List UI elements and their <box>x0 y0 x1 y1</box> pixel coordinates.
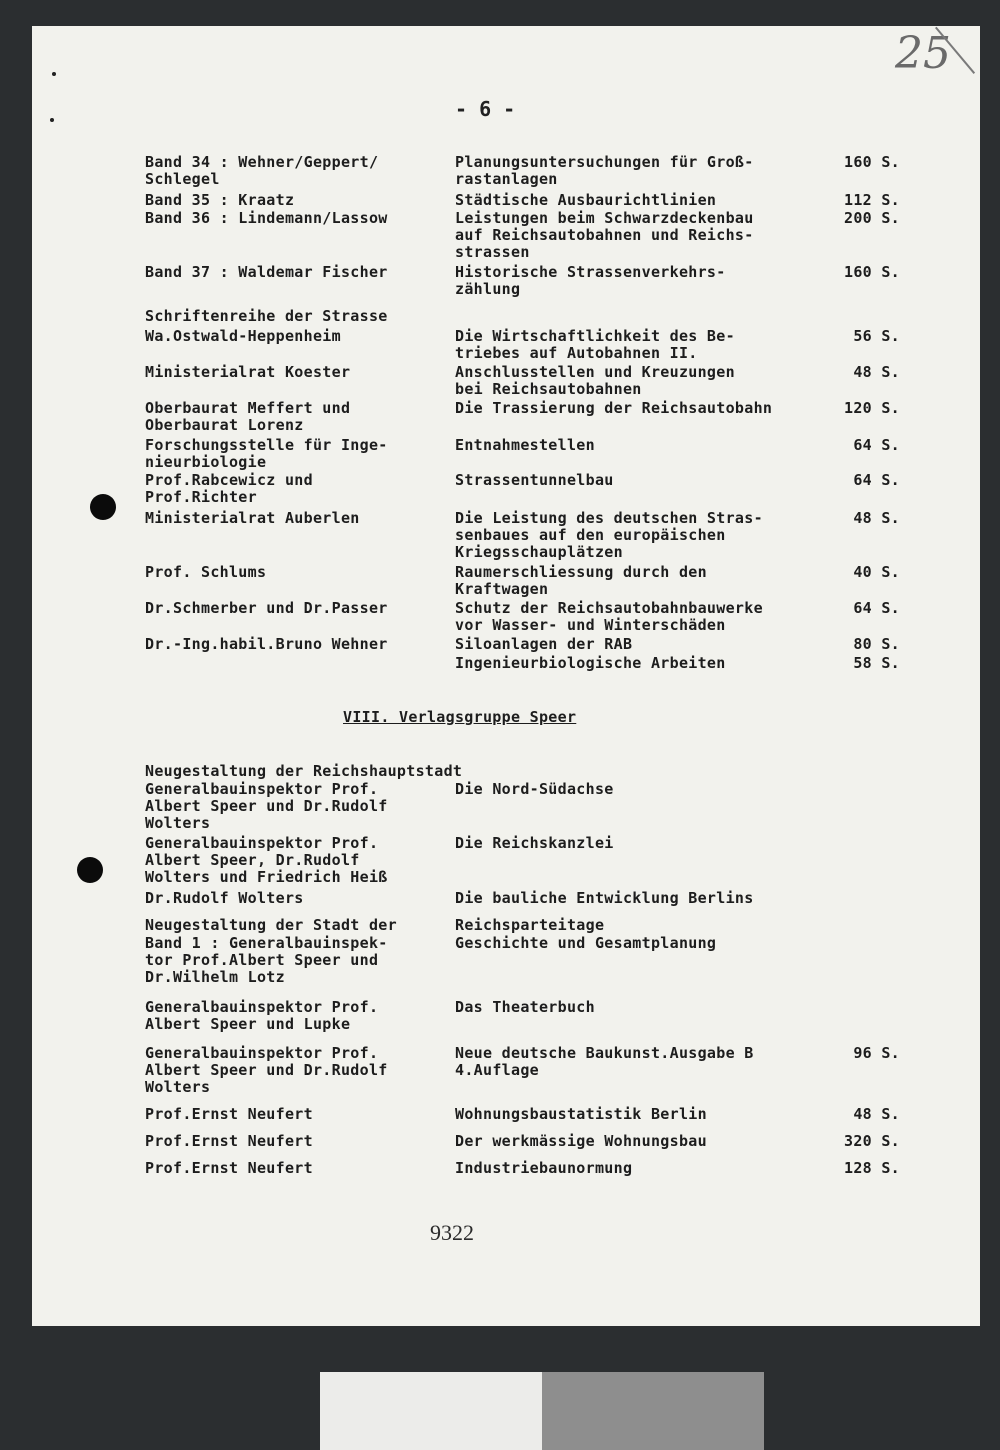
title: Neue deutsche Baukunst.Ausgabe B 4.Auflage <box>455 1044 754 1079</box>
title: Schutz der Reichsautobahnbauwerke vor Wasser- und Winterschäden <box>455 599 763 634</box>
author: Dr.-Ing.habil.Bruno Wehner <box>145 635 388 653</box>
title: Das Theaterbuch <box>455 998 595 1016</box>
title: Siloanlagen der RAB <box>455 635 633 653</box>
title: Ingenieurbiologische Arbeiten <box>455 654 726 672</box>
author: Prof.Rabcewicz und Prof.Richter <box>145 471 313 506</box>
author: Prof.Ernst Neufert <box>145 1132 313 1150</box>
series-name: Schriftenreihe der Strasse <box>145 307 388 325</box>
author: Dr.Rudolf Wolters <box>145 889 304 907</box>
archive-number: 9322 <box>430 1220 474 1245</box>
punch-hole <box>77 857 103 883</box>
pages: 128 S. <box>844 1159 900 1177</box>
title: Die Wirtschaftlichkeit des Be- triebes auf Autobahnen II. <box>455 327 735 362</box>
author: Band 35 : Kraatz <box>145 191 295 209</box>
title: Die Leistung des deutschen Stras- senbaues auf den europäischen Kriegsschauplätzen <box>455 509 763 561</box>
author: Prof. Schlums <box>145 563 267 581</box>
title: Die Reichskanzlei <box>455 834 614 852</box>
title: Entnahmestellen <box>455 436 595 454</box>
author: Band 36 : Lindemann/Lassow <box>145 209 388 227</box>
pages: 320 S. <box>844 1132 900 1150</box>
margin-mark <box>50 118 54 122</box>
author: Generalbauinspektor Prof. Albert Speer und Dr.Rudolf Wolters <box>145 780 388 832</box>
title: Strassentunnelbau <box>455 471 614 489</box>
title: Industriebaunormung <box>455 1159 633 1177</box>
calibration-strip-white <box>320 1372 542 1450</box>
pages: 48 S. <box>853 509 900 527</box>
pages: 56 S. <box>853 327 900 345</box>
author: Ministerialrat Koester <box>145 363 351 381</box>
punch-hole <box>90 494 116 520</box>
title: Anschlusstellen und Kreuzungen bei Reichsautobahnen <box>455 363 735 398</box>
author: Dr.Schmerber und Dr.Passer <box>145 599 388 617</box>
pages: 160 S. <box>844 153 900 171</box>
author: Wa.Ostwald-Heppenheim <box>145 327 341 345</box>
pages: 64 S. <box>853 471 900 489</box>
pages: 200 S. <box>844 209 900 227</box>
title: Geschichte und Gesamtplanung <box>455 934 717 952</box>
calibration-strip-gray <box>542 1372 764 1450</box>
title: Städtische Ausbaurichtlinien <box>455 191 717 209</box>
author: Generalbauinspektor Prof. Albert Speer und Dr.Rudolf Wolters <box>145 1044 388 1096</box>
handwritten-folio-number: 25 <box>895 28 951 79</box>
title: Raumerschliessung durch den Kraftwagen <box>455 563 707 598</box>
title: Historische Strassenverkehrs- zählung <box>455 263 726 298</box>
author: Forschungsstelle für Inge- nieurbiologie <box>145 436 388 471</box>
pages: 112 S. <box>844 191 900 209</box>
title: Wohnungsbaustatistik Berlin <box>455 1105 707 1123</box>
pages: 64 S. <box>853 436 900 454</box>
author: Band 1 : Generalbauinspek- tor Prof.Albert Speer und Dr.Wilhelm Lotz <box>145 934 388 986</box>
author: Oberbaurat Meffert und Oberbaurat Lorenz <box>145 399 351 434</box>
author: Band 37 : Waldemar Fischer <box>145 263 388 281</box>
series-name: Neugestaltung der Reichshauptstadt <box>145 762 463 780</box>
title: Leistungen beim Schwarzdeckenbau auf Reichsautobahnen und Reichs- strassen <box>455 209 754 261</box>
page-number: - 6 - <box>455 97 516 121</box>
series-name: Neugestaltung der Stadt der <box>145 916 397 934</box>
author: Prof.Ernst Neufert <box>145 1105 313 1123</box>
margin-mark <box>52 72 56 76</box>
author: Generalbauinspektor Prof. Albert Speer, Dr.Rudolf Wolters und Friedrich Heiß <box>145 834 388 886</box>
pages: 64 S. <box>853 599 900 617</box>
pages: 96 S. <box>853 1044 900 1062</box>
series-title: Reichsparteitage <box>455 916 605 934</box>
pages: 80 S. <box>853 635 900 653</box>
section-heading: VIII. Verlagsgruppe Speer <box>343 708 577 726</box>
title: Die Nord-Südachse <box>455 780 614 798</box>
title: Der werkmässige Wohnungsbau <box>455 1132 707 1150</box>
title: Planungsuntersuchungen für Groß- rastanlagen <box>455 153 754 188</box>
author: Prof.Ernst Neufert <box>145 1159 313 1177</box>
title: Die bauliche Entwicklung Berlins <box>455 889 754 907</box>
pages: 58 S. <box>853 654 900 672</box>
pages: 40 S. <box>853 563 900 581</box>
pages: 160 S. <box>844 263 900 281</box>
title: Die Trassierung der Reichsautobahn <box>455 399 773 417</box>
author: Ministerialrat Auberlen <box>145 509 360 527</box>
pages: 48 S. <box>853 363 900 381</box>
pages: 48 S. <box>853 1105 900 1123</box>
author: Generalbauinspektor Prof. Albert Speer und Lupke <box>145 998 379 1033</box>
pages: 120 S. <box>844 399 900 417</box>
author: Band 34 : Wehner/Geppert/ Schlegel <box>145 153 379 188</box>
